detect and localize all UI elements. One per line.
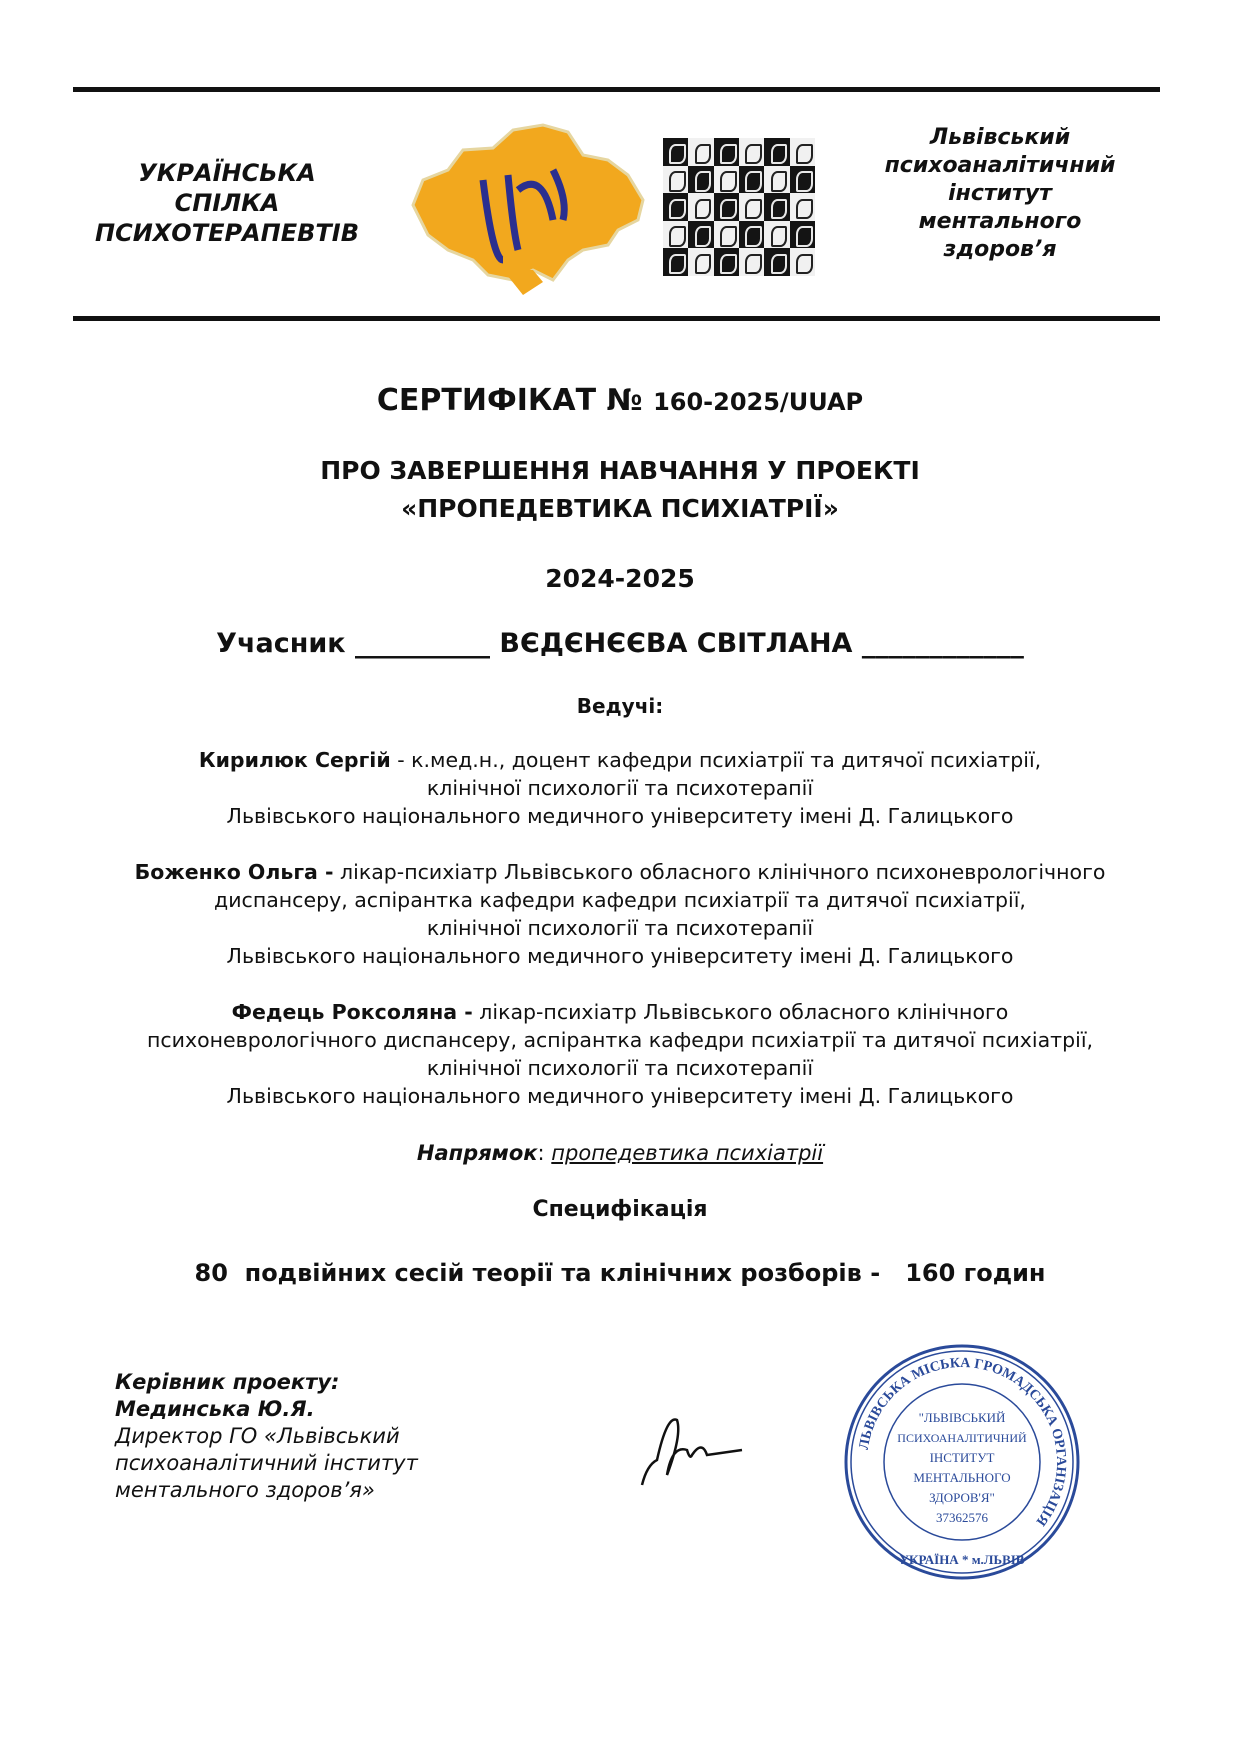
certificate-title-prefix: СЕРТИФІКАТ № [376, 383, 643, 418]
lviv-psychoanalytic-institute-name [870, 124, 1130, 264]
leader-entry [0, 998, 1240, 1110]
ukrainian-union-psychotherapists-name [72, 158, 382, 248]
leader-entry [0, 746, 1240, 830]
signer-role: Керівник проекту: [115, 1370, 340, 1394]
participant-label: Учасник [216, 628, 346, 659]
leader-description: к.мед.н., доцент кафедри психіатрії та дитячої психіатрії, [411, 748, 1042, 772]
project-lead-block [115, 1369, 418, 1504]
direction-value: пропедевтика психіатрії [551, 1141, 824, 1165]
certificate-subtitle [0, 452, 1240, 528]
subtitle-line: ПРО ЗАВЕРШЕННЯ НАВЧАННЯ У ПРОЕКТІ [320, 456, 920, 485]
leader-description: психоневрологічного диспансеру, аспірантка кафедри психіатрії та дитячої психіатрії, [146, 1028, 1094, 1052]
leader-description: клінічної психології та психотерапії [426, 1056, 814, 1080]
separator: - [390, 748, 412, 772]
signer-title: ментального здоров’я» [115, 1478, 375, 1502]
org-name-line: УКРАЇНСЬКА [138, 159, 316, 187]
certificate-number: 160-2025/UUAP [653, 388, 864, 416]
org-name-line: психоаналітичний [884, 153, 1116, 178]
svg-text:ПСИХОАНАЛІТИЧНИЙ: ПСИХОАНАЛІТИЧНИЙ [897, 1431, 1027, 1445]
leader-description: лікар-психіатр Львівського обласного клінічного психоневрологічного [340, 860, 1106, 884]
academic-years: 2024-2025 [545, 564, 695, 593]
blank-line: __________ [355, 628, 491, 659]
leader-description: клінічної психології та психотерапії [426, 776, 814, 800]
svg-text:МЕНТАЛЬНОГО: МЕНТАЛЬНОГО [913, 1470, 1011, 1485]
leader-name: Федець Роксоляна - [231, 1000, 473, 1024]
project-name: «ПРОПЕДЕВТИКА ПСИХІАТРІЇ» [401, 494, 839, 523]
ukraine-map-logo-icon [393, 110, 655, 300]
org-name-line: здоров’я [943, 237, 1057, 262]
kandinsky-grid-logo-icon [663, 138, 815, 276]
leader-description: Львівського національного медичного університету імені Д. Галицького [226, 1084, 1014, 1108]
org-name-line: СПІЛКА [174, 189, 280, 217]
leader-name: Боженко Ольга - [134, 860, 334, 884]
leader-description: лікар-психіатр Львівського обласного клінічного [479, 1000, 1009, 1024]
svg-text:"ЛЬВІВСЬКИЙ: "ЛЬВІВСЬКИЙ [918, 1410, 1006, 1425]
direction-line [0, 1141, 1240, 1165]
participant-line [0, 628, 1240, 659]
header-bottom-rule [73, 316, 1160, 321]
leader-description: клінічної психології та психотерапії [426, 916, 814, 940]
blank-line: ____________ [861, 628, 1024, 659]
svg-text:ЗДОРОВ'Я": ЗДОРОВ'Я" [929, 1490, 995, 1505]
leader-entry [0, 858, 1240, 970]
participant-name: ВЄДЄНЄЄВА СВІТЛАНА [499, 628, 853, 659]
org-name-line: інститут [948, 181, 1052, 206]
leader-name: Кирилюк Сергій [198, 748, 391, 772]
svg-text:ЛЬВІВСЬКА МІСЬКА ГРОМАДСЬКА ОР: ЛЬВІВСЬКА МІСЬКА ГРОМАДСЬКА ОРГАНІЗАЦІЯ [856, 1355, 1069, 1529]
leader-description: Львівського національного медичного університету імені Д. Галицького [226, 944, 1014, 968]
svg-text:37362576: 37362576 [936, 1510, 988, 1525]
specification-heading: Специфікація [532, 1197, 708, 1222]
signer-title: Директор ГО «Львівський [115, 1424, 400, 1448]
header-top-rule [73, 87, 1160, 92]
organization-stamp-icon [842, 1342, 1082, 1582]
org-name-line: ПСИХОТЕРАПЕВТІВ [95, 219, 359, 247]
separator: : [537, 1141, 552, 1165]
svg-text:УКРАЇНА * м.ЛЬВІВ: УКРАЇНА * м.ЛЬВІВ [899, 1552, 1025, 1567]
org-name-line: ментального [918, 209, 1082, 234]
svg-text:ІНСТИТУТ: ІНСТИТУТ [929, 1450, 995, 1465]
certificate-title [0, 383, 1240, 418]
signer-name: Мединська Ю.Я. [115, 1397, 315, 1421]
leader-description: диспансеру, аспірантка кафедри кафедри психіатрії та дитячої психіатрії, [214, 888, 1026, 912]
leaders-heading: Ведучі: [576, 694, 664, 718]
specification-hours: 80 подвійних сесій теорії та клінічних розборів - 160 годин [194, 1259, 1046, 1287]
org-name-line: Львівський [929, 125, 1071, 150]
direction-label: Напрямок [416, 1141, 538, 1165]
signer-title: психоаналітичний інститут [115, 1451, 418, 1475]
signature-icon [632, 1405, 752, 1495]
leader-description: Львівського національного медичного університету імені Д. Галицького [226, 804, 1014, 828]
